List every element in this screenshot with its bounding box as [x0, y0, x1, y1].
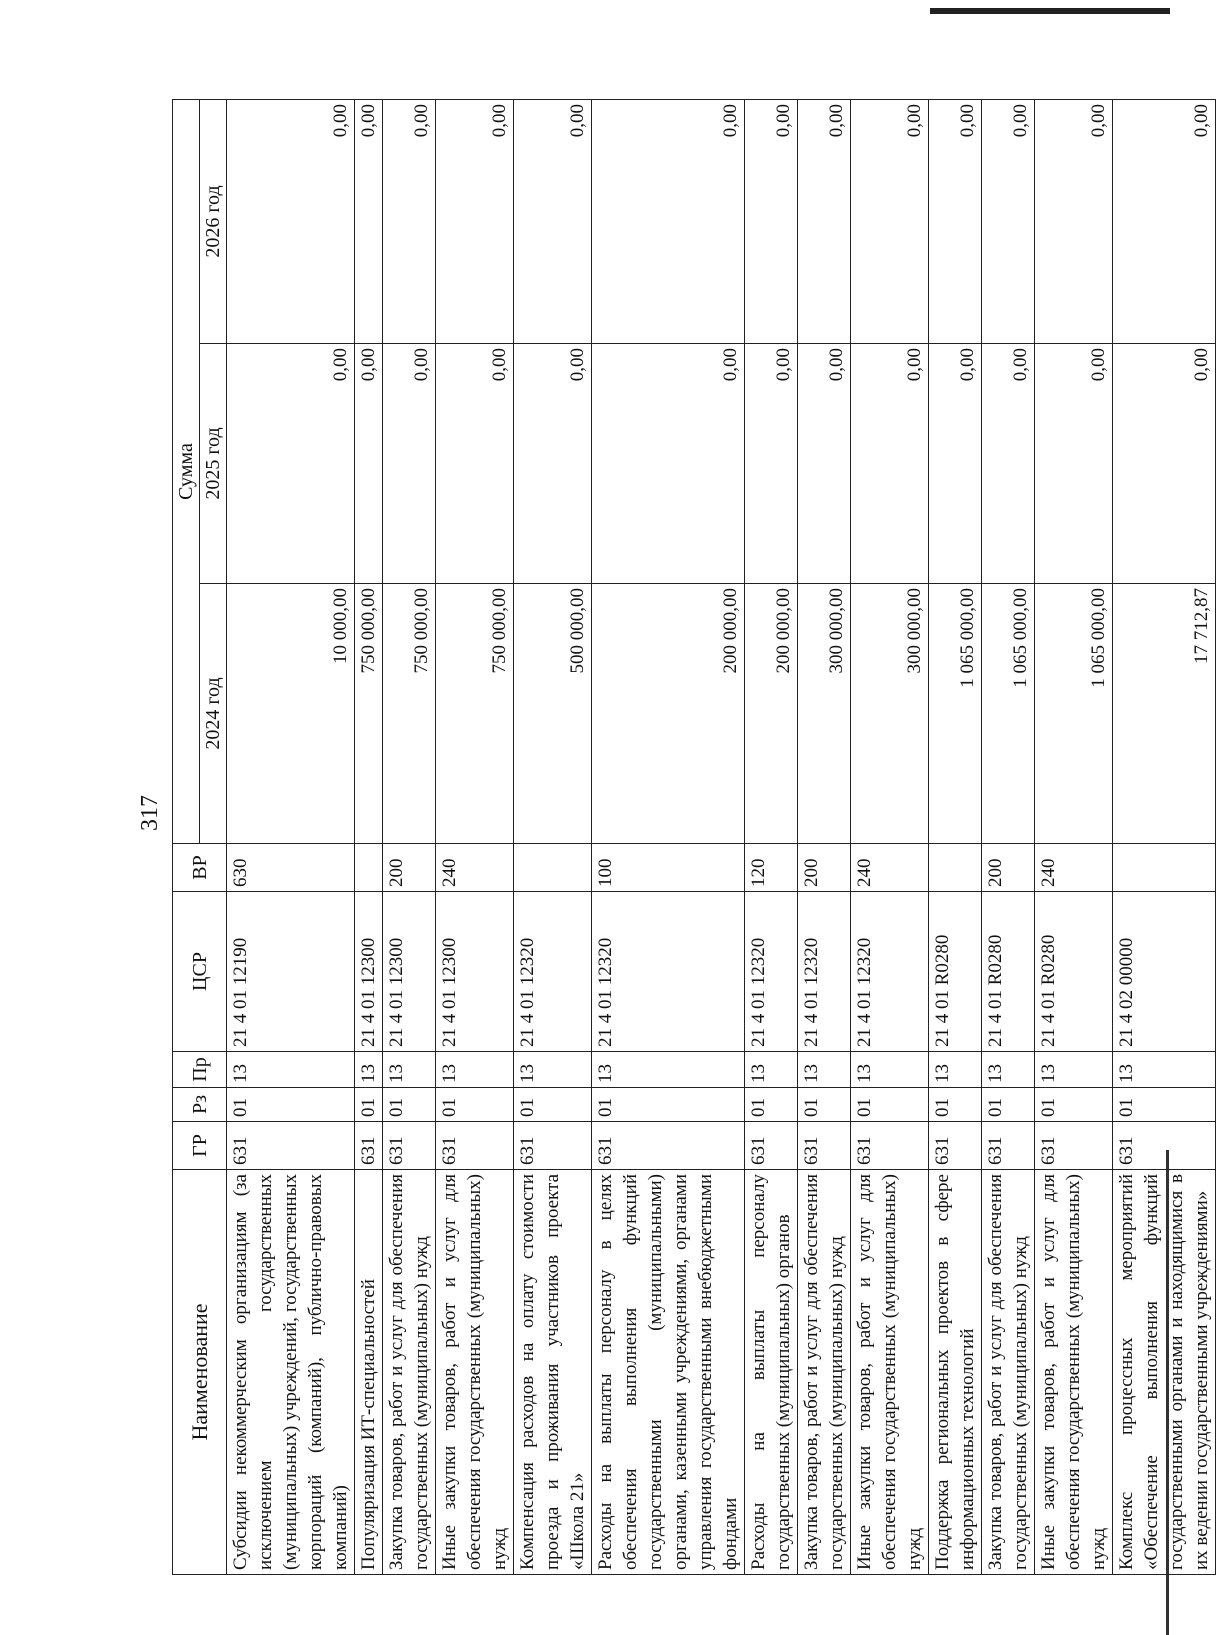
cell-vr — [1113, 844, 1216, 892]
cell-pr: 13 — [514, 1052, 592, 1088]
cell-2024: 1 065 000,00 — [1035, 584, 1113, 844]
cell-pr: 13 — [227, 1052, 355, 1088]
cell-rz: 01 — [436, 1088, 514, 1122]
cell-rz: 01 — [745, 1088, 798, 1122]
cell-2024: 1 065 000,00 — [929, 584, 982, 844]
cell-gr: 631 — [227, 1122, 355, 1170]
cell-2024: 750 000,00 — [436, 584, 514, 844]
table-header — [173, 99, 227, 1574]
cell-2026: 0,00 — [383, 99, 436, 343]
cell-name: Расходы на выплаты персоналу государственных (муниципальных) органов — [745, 1170, 798, 1575]
header-2024: 2024 год — [200, 584, 227, 844]
cell-gr: 631 — [929, 1122, 982, 1170]
cell-gr: 631 — [1035, 1122, 1113, 1170]
cell-2025: 0,00 — [851, 344, 929, 584]
header-csr: ЦСР — [173, 892, 227, 1052]
table-body — [227, 99, 1216, 1574]
cell-2025: 0,00 — [745, 344, 798, 584]
cell-vr — [514, 844, 592, 892]
cell-2026: 0,00 — [592, 99, 745, 343]
cell-vr: 200 — [798, 844, 851, 892]
header-2025: 2025 год — [200, 344, 227, 584]
cell-csr: 21 4 01 12320 — [745, 892, 798, 1052]
header-name: Наименование — [173, 1170, 227, 1575]
cell-rz: 01 — [851, 1088, 929, 1122]
cell-gr: 631 — [355, 1122, 383, 1170]
cell-2026: 0,00 — [355, 99, 383, 343]
table-row — [383, 99, 436, 1574]
cell-pr: 13 — [383, 1052, 436, 1088]
cell-2026: 0,00 — [745, 99, 798, 343]
table-row — [355, 99, 383, 1574]
cell-csr: 21 4 01 R0280 — [1035, 892, 1113, 1052]
header-vr: ВР — [173, 844, 227, 892]
cell-gr: 631 — [592, 1122, 745, 1170]
budget-table — [172, 99, 1216, 1575]
cell-vr: 240 — [851, 844, 929, 892]
cell-rz: 01 — [592, 1088, 745, 1122]
cell-csr: 21 4 01 12300 — [355, 892, 383, 1052]
cell-name: Поддержка региональных проектов в сфере информационных технологий — [929, 1170, 982, 1575]
cell-rz: 01 — [1113, 1088, 1216, 1122]
header-rz: Рз — [173, 1088, 227, 1122]
cell-pr: 13 — [355, 1052, 383, 1088]
cell-name: Иные закупки товаров, работ и услуг для обеспечения государственных (муниципальных) нужд — [851, 1170, 929, 1575]
table-row — [1113, 99, 1216, 1574]
cell-gr: 631 — [851, 1122, 929, 1170]
table-row — [982, 99, 1035, 1574]
cell-gr: 631 — [982, 1122, 1035, 1170]
cell-2025: 0,00 — [436, 344, 514, 584]
cell-name: Закупка товаров, работ и услуг для обеспечения государственных (муниципальных) нужд — [798, 1170, 851, 1575]
cell-name: Комплекс процессных мероприятий «Обеспечение выполнения функций государственными органами и находящимися в их ведении государственными учреждениями» — [1113, 1170, 1216, 1575]
cell-2024: 200 000,00 — [592, 584, 745, 844]
table-row — [514, 99, 592, 1574]
header-sum: Сумма — [173, 99, 200, 843]
cell-name: Иные закупки товаров, работ и услуг для обеспечения государственных (муниципальных) нужд — [436, 1170, 514, 1575]
table-row — [851, 99, 929, 1574]
cell-pr: 13 — [929, 1052, 982, 1088]
cell-2025: 0,00 — [982, 344, 1035, 584]
budget-table-frame — [172, 100, 1212, 1575]
header-2026: 2026 год — [200, 99, 227, 343]
cell-rz: 01 — [798, 1088, 851, 1122]
cell-2026: 0,00 — [1035, 99, 1113, 343]
page-number: 317 — [137, 795, 163, 831]
cell-2026: 0,00 — [227, 99, 355, 343]
cell-name: Иные закупки товаров, работ и услуг для обеспечения государственных (муниципальных) нужд — [1035, 1170, 1113, 1575]
cell-rz: 01 — [383, 1088, 436, 1122]
cell-vr: 200 — [383, 844, 436, 892]
table-row — [745, 99, 798, 1574]
cell-gr: 631 — [798, 1122, 851, 1170]
cell-vr: 240 — [436, 844, 514, 892]
cell-gr: 631 — [514, 1122, 592, 1170]
cell-rz: 01 — [982, 1088, 1035, 1122]
cell-pr: 13 — [1035, 1052, 1113, 1088]
cell-2024: 17 712,87 — [1113, 584, 1216, 844]
cell-csr: 21 4 01 12300 — [436, 892, 514, 1052]
cell-2024: 300 000,00 — [851, 584, 929, 844]
cell-name: Закупка товаров, работ и услуг для обеспечения государственных (муниципальных) нужд — [982, 1170, 1035, 1575]
cell-name: Субсидии некоммерческим организациям (за исключением государственных (муниципальных) учреждений, государственных корпораций (компаний), публично-правовых компаний) — [227, 1170, 355, 1575]
cell-gr: 631 — [436, 1122, 514, 1170]
cell-gr: 631 — [745, 1122, 798, 1170]
header-row-top — [173, 99, 200, 1574]
cell-csr: 21 4 01 12320 — [514, 892, 592, 1052]
cell-rz: 01 — [355, 1088, 383, 1122]
cell-2026: 0,00 — [514, 99, 592, 343]
cell-csr: 21 4 02 00000 — [1113, 892, 1216, 1052]
cell-2024: 750 000,00 — [355, 584, 383, 844]
cell-rz: 01 — [514, 1088, 592, 1122]
header-pr: Пр — [173, 1052, 227, 1088]
cell-2025: 0,00 — [355, 344, 383, 584]
cell-csr: 21 4 01 12320 — [798, 892, 851, 1052]
cell-2024: 10 000,00 — [227, 584, 355, 844]
cell-csr: 21 4 01 12320 — [592, 892, 745, 1052]
cell-pr: 13 — [851, 1052, 929, 1088]
cell-pr: 13 — [436, 1052, 514, 1088]
cell-rz: 01 — [1035, 1088, 1113, 1122]
cell-csr: 21 4 01 12300 — [383, 892, 436, 1052]
cell-name: Популяризация ИТ-специальностей — [355, 1170, 383, 1575]
cell-2024: 200 000,00 — [745, 584, 798, 844]
cell-csr: 21 4 01 R0280 — [982, 892, 1035, 1052]
cell-pr: 13 — [1113, 1052, 1216, 1088]
cell-2024: 500 000,00 — [514, 584, 592, 844]
cell-csr: 21 4 01 12190 — [227, 892, 355, 1052]
cell-2024: 1 065 000,00 — [982, 584, 1035, 844]
cell-vr: 120 — [745, 844, 798, 892]
table-row — [436, 99, 514, 1574]
cell-name: Компенсация расходов на оплату стоимости проезда и проживания участников проекта «Школа 21» — [514, 1170, 592, 1575]
cell-vr: 240 — [1035, 844, 1113, 892]
cell-2025: 0,00 — [1035, 344, 1113, 584]
cell-vr — [929, 844, 982, 892]
cell-name: Расходы на выплаты персоналу в целях обеспечения выполнения функций государственными (муниципальными) органами, казенными учреждениями, органами управления государственными внебюджетными фондами — [592, 1170, 745, 1575]
cell-2026: 0,00 — [982, 99, 1035, 343]
cell-2025: 0,00 — [798, 344, 851, 584]
cell-vr: 100 — [592, 844, 745, 892]
cell-rz: 01 — [227, 1088, 355, 1122]
cell-2026: 0,00 — [436, 99, 514, 343]
header-gr: ГР — [173, 1122, 227, 1170]
cell-pr: 13 — [592, 1052, 745, 1088]
cell-vr — [355, 844, 383, 892]
cell-2025: 0,00 — [514, 344, 592, 584]
cell-2024: 300 000,00 — [798, 584, 851, 844]
table-row — [1035, 99, 1113, 1574]
cell-pr: 13 — [798, 1052, 851, 1088]
top-scan-edge — [930, 8, 1170, 14]
cell-pr: 13 — [745, 1052, 798, 1088]
cell-vr: 630 — [227, 844, 355, 892]
cell-2026: 0,00 — [929, 99, 982, 343]
cell-2025: 0,00 — [227, 344, 355, 584]
cell-gr: 631 — [1113, 1122, 1216, 1170]
table-row — [929, 99, 982, 1574]
cell-2025: 0,00 — [592, 344, 745, 584]
table-row — [798, 99, 851, 1574]
cell-2026: 0,00 — [798, 99, 851, 343]
table-row — [592, 99, 745, 1574]
cell-2025: 0,00 — [1113, 344, 1216, 584]
cell-pr: 13 — [982, 1052, 1035, 1088]
cell-2024: 750 000,00 — [383, 584, 436, 844]
cell-csr: 21 4 01 12320 — [851, 892, 929, 1052]
table-row — [227, 99, 355, 1574]
cell-name: Закупка товаров, работ и услуг для обеспечения государственных (муниципальных) нужд — [383, 1170, 436, 1575]
cell-2026: 0,00 — [1113, 99, 1216, 343]
cell-2025: 0,00 — [929, 344, 982, 584]
cell-2026: 0,00 — [851, 99, 929, 343]
cell-gr: 631 — [383, 1122, 436, 1170]
cell-csr: 21 4 01 R0280 — [929, 892, 982, 1052]
cell-rz: 01 — [929, 1088, 982, 1122]
cell-2025: 0,00 — [383, 344, 436, 584]
cell-vr: 200 — [982, 844, 1035, 892]
